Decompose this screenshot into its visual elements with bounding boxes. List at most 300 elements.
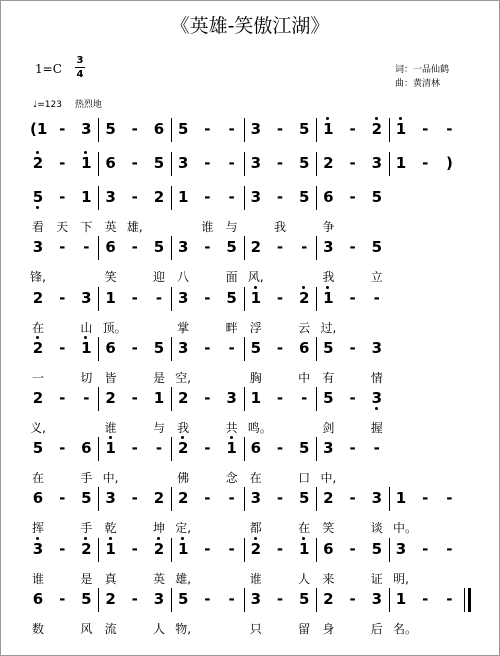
bar-line <box>316 538 317 562</box>
bar-line <box>389 538 390 562</box>
dash-mark: - <box>349 439 356 457</box>
note: 3 <box>371 339 383 357</box>
note: 6 <box>32 590 44 608</box>
final-bar-thin <box>464 588 465 612</box>
lyric-char: 只 <box>249 622 262 636</box>
note: 3 <box>371 154 383 172</box>
dash-mark: - <box>349 389 356 407</box>
note: 3 <box>177 238 189 256</box>
lyric-char: 剑 <box>322 421 335 435</box>
note: 2 <box>105 590 116 608</box>
bar-line <box>98 487 99 511</box>
note: 1 <box>296 541 312 557</box>
lyric-char: 名。 <box>393 622 418 636</box>
note: 5 <box>226 289 237 307</box>
lyric-char: 与 <box>152 421 165 435</box>
dash-mark: - <box>349 188 356 206</box>
dash-mark: - <box>349 120 356 138</box>
note: 5 <box>153 339 165 357</box>
note: 5 <box>371 540 383 558</box>
bar-line <box>171 236 172 260</box>
lyric-char: 乾 <box>104 521 117 535</box>
note: 2 <box>250 238 262 256</box>
dash-mark: - <box>276 289 284 307</box>
dash-mark: - <box>204 439 211 457</box>
note: 1 <box>103 541 119 557</box>
lyric-char: 锋, <box>30 270 46 284</box>
dash-mark: - <box>422 489 429 507</box>
bar-line <box>98 588 99 612</box>
dash-mark: - <box>228 540 235 558</box>
lyric-char: 笑 <box>104 270 117 284</box>
dash-mark: - <box>131 120 138 138</box>
bar-line <box>316 588 317 612</box>
dash-mark: - <box>204 489 211 507</box>
dash-mark: - <box>276 389 284 407</box>
lyric-char: 掌 <box>177 321 190 335</box>
note: 6 <box>298 339 310 357</box>
lyric-char: 看 <box>31 220 44 234</box>
bar-line <box>389 588 390 612</box>
note: 6 <box>105 154 116 172</box>
note: 1 <box>105 289 116 307</box>
bar-line <box>98 152 99 176</box>
lyric-char: 雄, <box>126 220 143 234</box>
note: 1 <box>177 188 189 206</box>
dash-mark: - <box>422 540 429 558</box>
dash-mark: - <box>59 154 66 172</box>
bar-line <box>171 152 172 176</box>
bar-line <box>316 186 317 210</box>
note: 1 <box>248 290 264 306</box>
note: 6 <box>323 540 334 558</box>
lyric-char: 谁 <box>104 421 117 435</box>
lyric-char: 云 <box>298 321 311 335</box>
lyric-char: 皆 <box>104 371 117 385</box>
bar-line <box>244 287 245 311</box>
note: 6 <box>153 120 165 138</box>
high-octave-dot <box>326 286 329 289</box>
dash-mark: - <box>131 489 138 507</box>
bar-line <box>389 118 390 142</box>
expression-mark: 热烈地 <box>74 100 102 110</box>
dash-mark: - <box>349 540 356 558</box>
dash-mark: - <box>83 389 90 407</box>
dash-mark: - <box>131 389 138 407</box>
note: 2 <box>177 489 189 507</box>
note: 3 <box>177 339 189 357</box>
dash-mark: - <box>204 154 211 172</box>
note: 1 <box>250 389 262 407</box>
lyric-char: 浮 <box>249 321 262 335</box>
dash-mark: - <box>349 489 356 507</box>
lyric-char: 与 <box>225 220 238 234</box>
high-octave-dot <box>36 336 39 339</box>
note: 5 <box>226 238 237 256</box>
final-bar-thick <box>468 588 471 612</box>
dash-mark: - <box>228 339 235 357</box>
bar-line <box>244 186 245 210</box>
lyric-char: 我 <box>322 270 335 284</box>
composer-credit: 曲：黄清林 <box>395 79 441 89</box>
dash-mark: - <box>204 339 211 357</box>
dash-mark: - <box>131 590 138 608</box>
note: 5 <box>298 154 310 172</box>
dash-mark: - <box>446 540 453 558</box>
lyric-char: 中, <box>102 471 119 485</box>
lyric-char: 争 <box>322 220 335 234</box>
note: 2 <box>153 188 165 206</box>
note: 1 <box>320 290 336 306</box>
note: 3 <box>32 238 44 256</box>
note: 2 <box>248 541 264 557</box>
song-title: 《英雄-笑傲江湖》 <box>170 15 330 37</box>
dash-mark: - <box>276 590 284 608</box>
dash-mark: - <box>301 389 308 407</box>
note: 5 <box>105 120 116 138</box>
bar-line <box>171 387 172 411</box>
note: 2 <box>153 489 165 507</box>
note: 1 <box>224 440 240 456</box>
note: 5 <box>323 339 334 357</box>
note: 5 <box>371 188 383 206</box>
dash-mark: - <box>276 120 284 138</box>
dash-mark: - <box>131 339 138 357</box>
dash-mark: - <box>422 120 429 138</box>
note: 5 <box>298 439 310 457</box>
bar-line <box>98 118 99 142</box>
lyric-char: 一 <box>31 371 44 385</box>
note: 2 <box>369 121 385 137</box>
note: 5 <box>298 188 310 206</box>
note: ) <box>445 154 453 172</box>
note: 2 <box>105 389 116 407</box>
high-octave-dot <box>302 537 305 540</box>
note: 1 <box>395 489 407 507</box>
lyric-char: 雄, <box>175 572 192 586</box>
lyric-char: 谁 <box>249 572 262 586</box>
lyric-char: 挥 <box>31 521 44 535</box>
bar-line <box>316 337 317 361</box>
lyric-char: 佛 <box>177 471 190 485</box>
lyric-char: 手 <box>80 521 93 535</box>
note: 2 <box>30 340 46 356</box>
high-octave-dot <box>254 537 257 540</box>
bar-line <box>98 437 99 461</box>
note: 3 <box>30 541 46 557</box>
lyric-char: 握 <box>370 421 383 435</box>
note: 6 <box>105 339 116 357</box>
bar-line <box>244 337 245 361</box>
note: 3 <box>369 390 385 406</box>
note: 5 <box>32 439 44 457</box>
dash-mark: - <box>155 289 163 307</box>
dash-mark: - <box>204 289 211 307</box>
lyric-char: 在 <box>31 321 44 335</box>
bar-line <box>98 287 99 311</box>
dash-mark: - <box>422 590 429 608</box>
meter-bottom: 4 <box>76 69 84 80</box>
dash-mark: - <box>446 120 453 138</box>
note: 1 <box>393 121 409 137</box>
note: 3 <box>177 154 189 172</box>
lyric-char: 在 <box>249 471 262 485</box>
note: 1 <box>103 440 119 456</box>
dash-mark: - <box>59 439 66 457</box>
note: 5 <box>298 120 310 138</box>
dash-mark: - <box>228 120 235 138</box>
tempo-marking <box>33 97 112 110</box>
dash-mark: - <box>276 439 284 457</box>
bar-line <box>171 118 172 142</box>
high-octave-dot <box>375 117 378 120</box>
lyric-char: 在 <box>31 471 44 485</box>
bar-line <box>244 437 245 461</box>
note: 5 <box>81 590 92 608</box>
bar-line <box>316 236 317 260</box>
lyric-char: 中。 <box>393 521 418 535</box>
lyric-char: 空, <box>175 371 192 385</box>
dash-mark: - <box>59 540 66 558</box>
time-signature <box>75 55 85 80</box>
note: 1 <box>81 188 92 206</box>
lyric-char: 八 <box>177 270 190 284</box>
high-octave-dot <box>326 117 329 120</box>
dash-mark: - <box>349 154 356 172</box>
lyric-char: 人 <box>298 572 311 586</box>
note: 3 <box>177 289 189 307</box>
note: 5 <box>298 590 310 608</box>
lyric-char: 中 <box>298 371 311 385</box>
dash-mark: - <box>204 238 211 256</box>
dash-mark: - <box>349 238 356 256</box>
lyric-char: 面 <box>225 270 238 284</box>
dash-mark: - <box>373 439 380 457</box>
high-octave-dot <box>36 151 39 154</box>
dash-mark: - <box>228 188 235 206</box>
bar-line <box>98 236 99 260</box>
note: 5 <box>177 590 189 608</box>
note: 3 <box>371 590 383 608</box>
note: 3 <box>250 120 262 138</box>
bar-line <box>171 588 172 612</box>
dash-mark: - <box>276 154 284 172</box>
lyric-char: 英 <box>152 572 165 586</box>
lyric-char: 谁 <box>31 572 44 586</box>
dash-mark: - <box>349 590 356 608</box>
note: 3 <box>250 590 262 608</box>
lyric-char: 过, <box>320 321 337 335</box>
dash-mark: - <box>446 590 453 608</box>
note: 5 <box>153 154 165 172</box>
lyric-char: 山 <box>80 321 93 335</box>
dash-mark: - <box>276 188 284 206</box>
lyric-char: 在 <box>298 521 311 535</box>
lyric-char: 人 <box>152 622 165 636</box>
note: 5 <box>250 339 262 357</box>
lyric-char: 数 <box>31 622 44 636</box>
lyric-char: 立 <box>370 270 383 284</box>
lyric-char: 口 <box>298 471 311 485</box>
bar-line <box>171 186 172 210</box>
lyric-char: 物, <box>175 622 192 636</box>
high-octave-dot <box>254 286 257 289</box>
lyric-char: 后 <box>370 622 383 636</box>
note: 6 <box>105 238 116 256</box>
bar-line <box>316 437 317 461</box>
lyric-char: 英 <box>104 220 117 234</box>
high-octave-dot <box>36 537 39 540</box>
note: 3 <box>323 439 334 457</box>
high-octave-dot <box>109 436 112 439</box>
high-octave-dot <box>302 286 305 289</box>
note: 5 <box>298 489 310 507</box>
note: 2 <box>323 154 334 172</box>
low-octave-dot <box>375 407 378 410</box>
dash-mark: - <box>131 154 138 172</box>
dash-mark: - <box>59 339 66 357</box>
note: 5 <box>323 389 334 407</box>
lyric-char: 谁 <box>201 220 214 234</box>
bar-line <box>316 487 317 511</box>
low-octave-dot <box>36 206 39 209</box>
note: 1 <box>78 340 94 356</box>
lyric-char: 我 <box>177 421 190 435</box>
lyric-char: 谈 <box>370 521 383 535</box>
dash-mark: - <box>422 154 429 172</box>
note: 2 <box>151 541 167 557</box>
bar-line <box>171 287 172 311</box>
note: 6 <box>32 489 44 507</box>
dash-mark: - <box>204 120 211 138</box>
dash-mark: - <box>276 489 284 507</box>
lyric-char: 我 <box>273 220 286 234</box>
dash-mark: - <box>204 188 211 206</box>
note: 5 <box>81 489 92 507</box>
dash-mark: - <box>228 154 235 172</box>
lyric-char: 都 <box>249 521 262 535</box>
note: 1 <box>175 541 191 557</box>
note: 3 <box>81 120 92 138</box>
dash-mark: - <box>276 339 284 357</box>
bar-line <box>98 538 99 562</box>
bar-line <box>98 186 99 210</box>
bar-line <box>98 387 99 411</box>
lyric-char: 下 <box>80 220 93 234</box>
lyric-char: 义, <box>30 421 46 435</box>
lyric-char: 证 <box>370 572 383 586</box>
bar-line <box>171 487 172 511</box>
high-octave-dot <box>181 537 184 540</box>
bar-line <box>244 588 245 612</box>
note: 1 <box>395 154 407 172</box>
high-octave-dot <box>84 537 87 540</box>
dash-mark: - <box>349 339 356 357</box>
bar-line <box>316 387 317 411</box>
note: 3 <box>371 489 383 507</box>
dash-mark: - <box>59 188 66 206</box>
dash-mark: - <box>446 489 453 507</box>
lyric-char: 坤 <box>152 521 165 535</box>
note: 1 <box>320 121 336 137</box>
lyric-char: 迎 <box>152 270 165 284</box>
bar-line <box>244 152 245 176</box>
key-signature: 1=C <box>35 62 62 76</box>
note: 5 <box>30 189 46 205</box>
lyric-char: 中, <box>320 471 337 485</box>
dash-mark: - <box>59 238 66 256</box>
lyric-char: 明, <box>393 572 409 586</box>
note: 1 <box>153 389 165 407</box>
note: 2 <box>78 541 94 557</box>
dash-mark: - <box>349 289 356 307</box>
high-octave-dot <box>84 151 87 154</box>
dash-mark: - <box>204 590 211 608</box>
lyric-char: 天 <box>56 220 69 234</box>
lyric-char: 畔 <box>225 321 238 335</box>
lyric-char: 是 <box>80 572 93 586</box>
bar-line <box>389 152 390 176</box>
note: 2 <box>177 389 189 407</box>
note: 2 <box>30 155 46 171</box>
dash-mark: - <box>59 120 66 138</box>
dash-mark: - <box>301 238 308 256</box>
high-octave-dot <box>230 436 233 439</box>
bar-line <box>244 538 245 562</box>
note: 1 <box>395 590 407 608</box>
dash-mark: - <box>59 489 66 507</box>
note: 3 <box>81 289 92 307</box>
lyric-char: 情 <box>370 371 383 385</box>
lyric-char: 定, <box>175 521 192 535</box>
bar-line <box>171 437 172 461</box>
note: 5 <box>177 120 189 138</box>
bar-line <box>98 337 99 361</box>
high-octave-dot <box>399 117 402 120</box>
lyric-char: 来 <box>322 572 335 586</box>
dash-mark: - <box>131 439 138 457</box>
note: 2 <box>323 489 334 507</box>
lyric-char: 流 <box>104 622 117 636</box>
dash-mark: - <box>59 389 66 407</box>
tempo-mark: ♩=123 <box>33 100 62 110</box>
note: 2 <box>323 590 334 608</box>
lyric-char: 手 <box>80 471 93 485</box>
dash-mark: - <box>131 540 138 558</box>
note: 3 <box>250 489 262 507</box>
high-octave-dot <box>181 436 184 439</box>
note: 3 <box>105 489 116 507</box>
note: 3 <box>250 188 262 206</box>
dash-mark: - <box>276 238 284 256</box>
note: 2 <box>296 290 312 306</box>
note: 5 <box>153 238 165 256</box>
lyric-char: 共 <box>225 421 238 435</box>
bar-line <box>244 487 245 511</box>
note: (1 <box>30 120 48 138</box>
lyric-char: 风 <box>80 622 93 636</box>
dash-mark: - <box>83 238 90 256</box>
note: 2 <box>32 289 44 307</box>
high-octave-dot <box>109 537 112 540</box>
dash-mark: - <box>155 439 163 457</box>
lyric-char: 有 <box>322 371 335 385</box>
bar-line <box>171 538 172 562</box>
lyricist-credit: 词：一品仙鹤 <box>395 65 450 75</box>
note: 2 <box>175 440 191 456</box>
dash-mark: - <box>131 238 138 256</box>
dash-mark: - <box>131 289 138 307</box>
